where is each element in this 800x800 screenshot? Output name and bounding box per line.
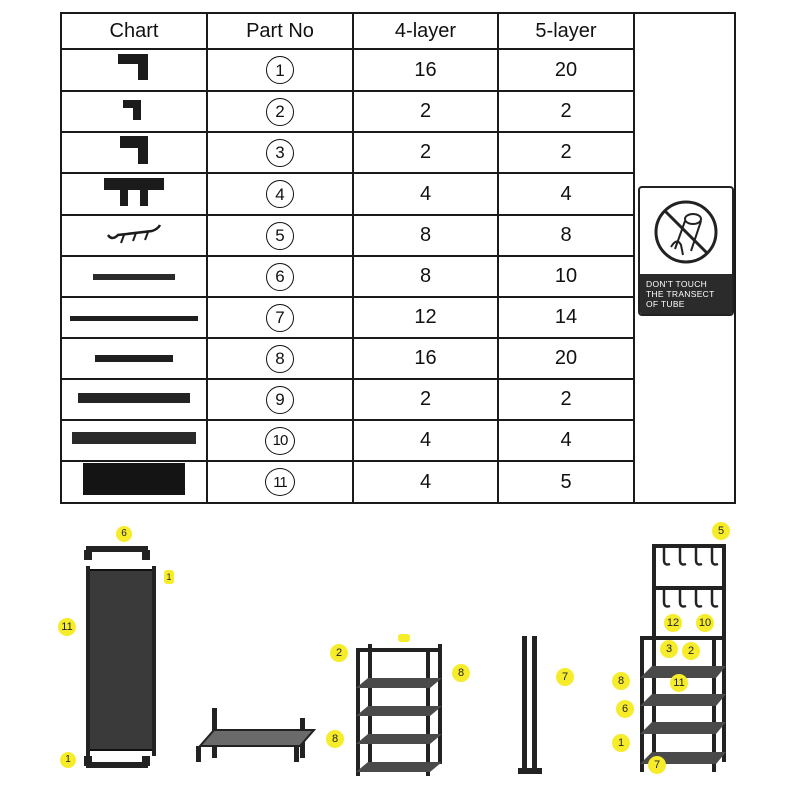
part-number-badge: 5 (266, 222, 294, 250)
four-layer-qty: 4 (353, 461, 498, 503)
part-no-cell (207, 297, 353, 338)
wide-tube-icon (71, 430, 197, 446)
hook-bar-icon (104, 221, 164, 245)
elbow-connector-icon (119, 94, 149, 124)
chart-cell (61, 461, 207, 503)
callout-tier-base: 8 (326, 730, 344, 748)
part-no-cell (207, 461, 353, 503)
short-tube-icon (92, 272, 176, 282)
fabric-panel-icon (82, 462, 186, 496)
chart-cell (61, 91, 207, 132)
callout-tall-2: 2 (682, 642, 700, 660)
five-layer-qty: 8 (498, 215, 634, 256)
callout-tall-top: 5 (712, 522, 730, 540)
four-layer-qty: 8 (353, 215, 498, 256)
four-layer-qty: 16 (353, 338, 498, 379)
chart-cell (61, 256, 207, 297)
corner-cap-icon (114, 134, 154, 166)
callout-tall-11: 11 (670, 674, 688, 692)
header-4-layer: 4-layer (353, 13, 498, 49)
header-chart: Chart (61, 13, 207, 49)
callout-tall-6: 6 (616, 700, 634, 718)
part-no-cell (207, 256, 353, 297)
warning-line-1: DON'T TOUCH (646, 279, 708, 289)
warning-text (640, 274, 732, 314)
parts-table (60, 12, 736, 504)
assembly-diagram (0, 510, 800, 800)
long-tube-icon (69, 313, 199, 323)
chart-cell (61, 132, 207, 173)
part-number-badge: 6 (266, 263, 294, 291)
four-layer-qty: 16 (353, 49, 498, 91)
corner-connector-icon (114, 50, 154, 84)
five-layer-qty: 2 (498, 379, 634, 420)
medium-tube-icon (94, 352, 174, 364)
part-number-badge: 4 (266, 180, 294, 208)
part-no-cell (207, 173, 353, 215)
callout-tall-1: 1 (612, 734, 630, 752)
part-no-cell (207, 49, 353, 91)
callout-panel-bottom: 1 (60, 752, 76, 768)
table-header-row (61, 13, 735, 49)
warning-line-3: OF TUBE (646, 299, 685, 309)
part-number-badge: 1 (266, 56, 294, 84)
five-layer-qty: 10 (498, 256, 634, 297)
part-number-badge: 8 (266, 345, 294, 373)
five-layer-qty: 4 (498, 420, 634, 461)
panel-assembly-illustration (80, 540, 170, 780)
part-no-cell (207, 379, 353, 420)
callout-rack-top-marker (398, 634, 410, 642)
five-layer-qty: 4 (498, 173, 634, 215)
callout-tall-3: 3 (660, 640, 678, 658)
five-layer-qty: 20 (498, 49, 634, 91)
chart-cell (61, 379, 207, 420)
no-touch-tube-icon (651, 197, 721, 267)
chart-cell (61, 173, 207, 215)
part-no-cell (207, 132, 353, 173)
warning-line-2: THE TRANSECT (646, 289, 715, 299)
chart-cell (61, 338, 207, 379)
callout-tall-8: 8 (612, 672, 630, 690)
callout-tall-10: 10 (696, 614, 714, 632)
five-layer-qty: 2 (498, 132, 634, 173)
four-layer-qty: 8 (353, 256, 498, 297)
chart-cell (61, 420, 207, 461)
part-no-cell (207, 420, 353, 461)
callout-tall-12: 12 (664, 614, 682, 632)
part-no-cell (207, 91, 353, 132)
part-number-badge: 9 (266, 386, 294, 414)
part-number-badge: 3 (266, 139, 294, 167)
callout-panel-left: 11 (58, 618, 76, 636)
t-connector-icon (102, 174, 166, 208)
pole-illustration (516, 634, 546, 776)
part-number-badge: 7 (266, 304, 294, 332)
chart-cell (61, 49, 207, 91)
five-layer-qty: 14 (498, 297, 634, 338)
callout-panel-top: 6 (116, 526, 132, 542)
four-layer-qty: 4 (353, 173, 498, 215)
callout-tall-7: 7 (648, 756, 666, 774)
five-layer-qty: 20 (498, 338, 634, 379)
four-layer-qty: 12 (353, 297, 498, 338)
thick-tube-icon (77, 391, 191, 405)
part-no-cell (207, 338, 353, 379)
header-5-layer: 5-layer (498, 13, 634, 49)
chart-cell (61, 297, 207, 338)
part-number-badge: 2 (266, 98, 294, 126)
callout-pole: 7 (556, 668, 574, 686)
four-layer-qty: 4 (353, 420, 498, 461)
five-layer-qty: 5 (498, 461, 634, 503)
four-layer-qty: 2 (353, 379, 498, 420)
rack-illustration (352, 640, 448, 780)
callout-rack-top: 2 (330, 644, 348, 662)
single-tier-illustration (190, 706, 320, 766)
chart-cell (61, 215, 207, 256)
five-layer-qty: 2 (498, 91, 634, 132)
part-number-badge: 10 (265, 427, 295, 455)
part-no-cell (207, 215, 353, 256)
warning-sign (638, 186, 734, 316)
warning-cell (634, 13, 735, 503)
four-layer-qty: 2 (353, 132, 498, 173)
callout-panel-right: 1 (164, 570, 174, 584)
callout-rack-right: 8 (452, 664, 470, 682)
header-part-no: Part No (207, 13, 353, 49)
four-layer-qty: 2 (353, 91, 498, 132)
part-number-badge: 11 (265, 468, 295, 496)
